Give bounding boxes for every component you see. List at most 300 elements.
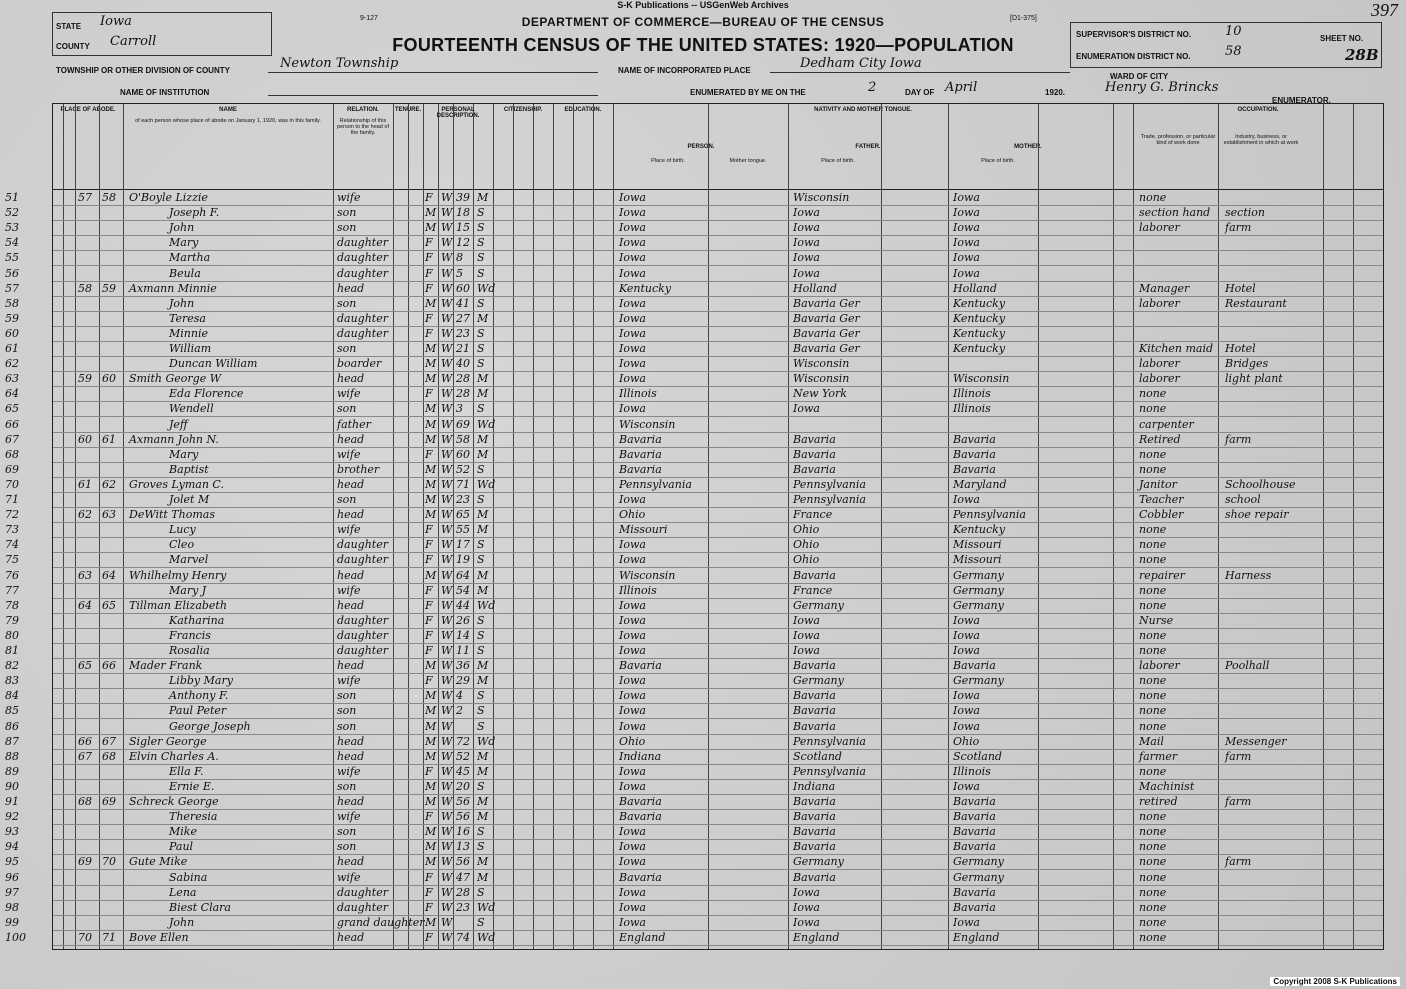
month-value: April: [945, 80, 978, 95]
person-name: Mader Frank: [129, 659, 203, 673]
relation: head: [337, 477, 365, 491]
marital-status: M: [477, 387, 489, 401]
industry: Bridges: [1225, 357, 1269, 371]
race: W: [441, 810, 453, 824]
col-person-birth: Place of birth.: [651, 158, 685, 164]
marital-status: S: [477, 553, 485, 567]
table-row: [5, 583, 1383, 599]
line-number: 62: [5, 357, 19, 371]
family-number: 64: [102, 568, 116, 582]
father-birthplace: Bavaria: [793, 447, 836, 461]
father-birthplace: Iowa: [793, 915, 820, 929]
department-heading: DEPARTMENT OF COMMERCE—BUREAU OF THE CENSUS: [521, 15, 885, 29]
birthplace: Iowa: [619, 613, 646, 627]
race: W: [441, 674, 453, 688]
father-birthplace: Indiana: [793, 779, 836, 793]
birthplace: Iowa: [619, 704, 646, 718]
age: 20: [456, 779, 470, 793]
person-name: Ernie E.: [169, 779, 215, 793]
line-number: 100: [5, 930, 26, 944]
line-number: 96: [5, 870, 19, 884]
line-number: 55: [5, 251, 19, 265]
race: W: [441, 764, 453, 778]
birthplace: Wisconsin: [619, 417, 676, 431]
race: W: [441, 372, 453, 386]
line-number: 91: [5, 795, 19, 808]
table-row: [5, 885, 1383, 901]
relation: head: [337, 659, 365, 673]
col-name-sub: of each person whose place of abode on January 1, 1920, was in this family.: [135, 118, 321, 124]
age: 28: [456, 885, 470, 899]
race: W: [441, 447, 453, 461]
mother-birthplace: Iowa: [953, 191, 980, 204]
marital-status: M: [477, 855, 489, 869]
col-mother: MOTHER.: [1014, 144, 1042, 150]
table-row: [5, 522, 1383, 538]
line-number: 95: [5, 855, 19, 869]
line-number: 59: [5, 311, 19, 325]
table-row: [5, 401, 1383, 417]
age: 56: [456, 855, 470, 869]
relation: daughter: [337, 885, 388, 899]
sex: F: [425, 538, 433, 552]
table-row: [5, 930, 1383, 946]
occupation: none: [1139, 810, 1167, 824]
race: W: [441, 704, 453, 718]
birthplace: Iowa: [619, 372, 646, 386]
race: W: [441, 719, 453, 733]
person-name: O'Boyle Lizzie: [129, 191, 208, 204]
relation: son: [337, 493, 357, 506]
township-value: Newton Township: [280, 56, 399, 71]
table-row: [5, 749, 1383, 765]
dwelling-number: 61: [78, 477, 92, 491]
mother-birthplace: Kentucky: [953, 311, 1006, 325]
sex: M: [425, 840, 437, 854]
father-birthplace: Bavaria: [793, 810, 836, 824]
father-birthplace: Ohio: [793, 553, 820, 567]
relation: daughter: [337, 613, 388, 627]
sex: M: [425, 417, 437, 431]
col-education: EDUCATION.: [564, 107, 602, 113]
father-birthplace: Iowa: [793, 221, 820, 235]
table-row: [5, 296, 1383, 312]
table-row: [5, 250, 1383, 266]
marital-status: S: [477, 236, 485, 250]
relation: head: [337, 568, 365, 582]
mother-birthplace: England: [953, 930, 1000, 944]
table-row: [5, 915, 1383, 931]
person-name: Mary J: [169, 583, 207, 597]
sex: M: [425, 704, 437, 718]
occupation: none: [1139, 719, 1167, 733]
line-number: 86: [5, 719, 19, 733]
age: 52: [456, 749, 470, 763]
col-nativity: NATIVITY AND MOTHER TONGUE.: [814, 107, 912, 113]
dwelling-number: 64: [78, 598, 92, 612]
dwelling-number: 66: [78, 734, 92, 748]
industry: school: [1225, 493, 1261, 506]
birthplace: Iowa: [619, 296, 646, 310]
line-number: 74: [5, 538, 19, 552]
occupation: laborer: [1139, 659, 1180, 673]
person-name: Duncan William: [169, 357, 258, 371]
line-number: 67: [5, 432, 19, 446]
mother-birthplace: Bavaria: [953, 900, 996, 914]
line-number: 77: [5, 583, 19, 597]
race: W: [441, 477, 453, 491]
marital-status: M: [477, 372, 489, 386]
industry: light plant: [1225, 372, 1283, 386]
col-person-tongue: Mother tongue.: [729, 158, 767, 164]
occupation: none: [1139, 644, 1167, 657]
person-name: Groves Lyman C.: [129, 477, 224, 491]
occupation: Retired: [1139, 432, 1181, 446]
mother-birthplace: Ohio: [953, 734, 980, 748]
ward-label: WARD OF CITY: [1110, 72, 1169, 81]
occupation: repairer: [1139, 568, 1185, 582]
mother-birthplace: Bavaria: [953, 432, 996, 446]
occupation: none: [1139, 930, 1167, 944]
birthplace: Iowa: [619, 825, 646, 839]
person-name: Rosalia: [169, 644, 210, 657]
line-number: 69: [5, 462, 19, 476]
birthplace: Iowa: [619, 251, 646, 265]
line-number: 64: [5, 387, 19, 401]
sex: M: [425, 734, 437, 748]
father-birthplace: Iowa: [793, 402, 820, 416]
family-number: 66: [102, 659, 116, 673]
birthplace: Iowa: [619, 553, 646, 567]
mother-birthplace: Bavaria: [953, 795, 996, 808]
father-birthplace: Iowa: [793, 613, 820, 627]
relation: head: [337, 598, 365, 612]
race: W: [441, 251, 453, 265]
occupation: none: [1139, 538, 1167, 552]
father-birthplace: Holland: [793, 281, 837, 295]
relation: daughter: [337, 326, 388, 340]
race: W: [441, 206, 453, 220]
person-name: Sigler George: [129, 734, 207, 748]
birthplace: Bavaria: [619, 447, 662, 461]
marital-status: S: [477, 266, 485, 280]
industry: Poolhall: [1225, 659, 1270, 673]
birthplace: Iowa: [619, 598, 646, 612]
occupation: none: [1139, 674, 1167, 688]
table-row: [5, 492, 1383, 508]
family-number: 62: [102, 477, 116, 491]
line-number: 53: [5, 221, 19, 235]
sheet-label: SHEET NO.: [1320, 34, 1364, 43]
birthplace: Iowa: [619, 915, 646, 929]
birthplace: Iowa: [619, 493, 646, 506]
race: W: [441, 553, 453, 567]
sex: M: [425, 462, 437, 476]
age: 26: [456, 613, 470, 627]
age: 21: [456, 342, 470, 355]
person-name: Beula: [169, 266, 201, 280]
sex: M: [425, 493, 437, 506]
table-row: [5, 371, 1383, 387]
age: 74: [456, 930, 470, 944]
mother-birthplace: Missouri: [953, 538, 1002, 552]
family-number: 60: [102, 372, 116, 386]
person-name: Cleo: [169, 538, 195, 552]
sex: M: [425, 568, 437, 582]
person-name: Axmann John N.: [129, 432, 219, 446]
person-name: Biest Clara: [169, 900, 231, 914]
father-birthplace: Bavaria: [793, 840, 836, 854]
line-number: 68: [5, 447, 19, 461]
race: W: [441, 628, 453, 642]
father-birthplace: Iowa: [793, 266, 820, 280]
person-name: Mary: [169, 447, 199, 461]
marital-status: M: [477, 191, 489, 204]
sheet-value: 28B: [1345, 46, 1379, 64]
birthplace: Iowa: [619, 674, 646, 688]
table-row: [5, 432, 1383, 448]
table-row: [5, 613, 1383, 629]
person-name: Libby Mary: [169, 674, 233, 688]
mother-birthplace: Germany: [953, 674, 1004, 688]
father-birthplace: Bavaria Ger: [793, 326, 860, 340]
age: 18: [456, 206, 470, 220]
line-number: 99: [5, 915, 19, 929]
sex: F: [425, 447, 433, 461]
father-birthplace: Iowa: [793, 885, 820, 899]
line-number: 71: [5, 493, 19, 506]
age: 41: [456, 296, 470, 310]
sex: F: [425, 810, 433, 824]
mother-birthplace: Bavaria: [953, 462, 996, 476]
sex: M: [425, 477, 437, 491]
sex: M: [425, 779, 437, 793]
mother-birthplace: Iowa: [953, 266, 980, 280]
age: 11: [456, 644, 470, 657]
race: W: [441, 885, 453, 899]
relation: wife: [337, 674, 361, 688]
relation: daughter: [337, 644, 388, 657]
person-name: Jeff: [169, 417, 188, 431]
person-name: Paul Peter: [169, 704, 227, 718]
industry: Harness: [1225, 568, 1272, 582]
line-number: 52: [5, 206, 19, 220]
age: 5: [456, 266, 463, 280]
person-name: Anthony F.: [169, 689, 229, 703]
person-name: Marvel: [169, 553, 209, 567]
relation: head: [337, 855, 365, 869]
marital-status: S: [477, 719, 485, 733]
marital-status: S: [477, 402, 485, 416]
year-label: 1920.: [1045, 88, 1066, 97]
age: 60: [456, 447, 470, 461]
father-birthplace: Bavaria: [793, 659, 836, 673]
mother-birthplace: Bavaria: [953, 825, 996, 839]
county-value: Carroll: [110, 34, 157, 49]
person-name: John: [169, 296, 195, 310]
occupation: Kitchen maid: [1139, 342, 1214, 355]
person-name: Martha: [169, 251, 211, 265]
race: W: [441, 538, 453, 552]
father-birthplace: Bavaria: [793, 432, 836, 446]
line-number: 94: [5, 840, 19, 854]
line-number: 75: [5, 553, 19, 567]
col-relation: RELATION.: [347, 107, 379, 113]
marital-status: S: [477, 885, 485, 899]
line-number: 93: [5, 825, 19, 839]
dwelling-number: 58: [78, 281, 92, 295]
race: W: [441, 462, 453, 476]
father-birthplace: Ohio: [793, 523, 820, 537]
father-birthplace: New York: [793, 387, 847, 401]
father-birthplace: Bavaria: [793, 825, 836, 839]
sex: F: [425, 251, 433, 265]
race: W: [441, 900, 453, 914]
relation: son: [337, 779, 357, 793]
relation: head: [337, 930, 365, 944]
sex: M: [425, 719, 437, 733]
family-number: 58: [102, 191, 116, 204]
census-table: [5, 103, 1384, 950]
birthplace: Iowa: [619, 900, 646, 914]
marital-status: M: [477, 870, 489, 884]
corner-page-number: 397: [1371, 0, 1398, 20]
marital-status: S: [477, 779, 485, 793]
relation: wife: [337, 870, 361, 884]
marital-status: S: [477, 689, 485, 703]
birthplace: Missouri: [619, 523, 668, 537]
sex: F: [425, 281, 433, 295]
person-name: Axmann Minnie: [129, 281, 217, 295]
occupation: none: [1139, 523, 1167, 537]
line-number: 72: [5, 508, 19, 522]
mother-birthplace: Kentucky: [953, 523, 1006, 537]
sex: F: [425, 387, 433, 401]
table-row: [5, 220, 1383, 236]
mother-birthplace: Iowa: [953, 206, 980, 220]
mother-birthplace: Kentucky: [953, 342, 1006, 355]
line-number: 80: [5, 628, 19, 642]
father-birthplace: Pennsylvania: [793, 734, 866, 748]
person-name: Schreck George: [129, 795, 219, 808]
marital-status: M: [477, 659, 489, 673]
birthplace: Iowa: [619, 326, 646, 340]
sex: M: [425, 402, 437, 416]
birthplace: Illinois: [619, 387, 657, 401]
sex: M: [425, 689, 437, 703]
dwelling-number: 67: [78, 749, 92, 763]
industry: farm: [1225, 749, 1252, 763]
father-birthplace: Bavaria: [793, 719, 836, 733]
age: 71: [456, 477, 470, 491]
mother-birthplace: Germany: [953, 568, 1004, 582]
mother-birthplace: Scotland: [953, 749, 1002, 763]
age: 52: [456, 462, 470, 476]
line-number: 98: [5, 900, 19, 914]
table-row: [5, 341, 1383, 357]
occupation: laborer: [1139, 296, 1180, 310]
industry: farm: [1225, 221, 1252, 235]
person-name: Mike: [169, 825, 197, 839]
enumerator-value: Henry G. Brincks: [1105, 80, 1219, 95]
marital-status: S: [477, 644, 485, 657]
dwelling-number: 70: [78, 930, 92, 944]
mother-birthplace: Iowa: [953, 719, 980, 733]
age: 2: [456, 704, 463, 718]
mother-birthplace: Iowa: [953, 493, 980, 506]
father-birthplace: Bavaria Ger: [793, 296, 860, 310]
sex: M: [425, 508, 437, 522]
line-number: 84: [5, 689, 19, 703]
father-birthplace: France: [793, 508, 833, 522]
relation: son: [337, 221, 357, 235]
race: W: [441, 779, 453, 793]
state-label: STATE: [56, 22, 82, 31]
race: W: [441, 296, 453, 310]
sex: M: [425, 915, 437, 929]
industry: Messenger: [1225, 734, 1287, 748]
col-place-of-abode: PLACE OF ABODE.: [60, 107, 116, 113]
race: W: [441, 508, 453, 522]
marital-status: S: [477, 915, 485, 929]
age: 15: [456, 221, 470, 235]
sex: F: [425, 764, 433, 778]
supervisor-value: 10: [1225, 24, 1242, 39]
relation: father: [337, 417, 371, 431]
line-number: 82: [5, 659, 19, 673]
marital-status: S: [477, 704, 485, 718]
dwelling-number: 69: [78, 855, 92, 869]
family-number: 69: [102, 795, 116, 808]
age: 56: [456, 810, 470, 824]
line-number: 61: [5, 342, 19, 355]
person-name: Whilhelmy Henry: [129, 568, 227, 582]
line-number: 88: [5, 749, 19, 763]
father-birthplace: England: [793, 930, 840, 944]
relation: son: [337, 402, 357, 416]
mother-birthplace: Wisconsin: [953, 372, 1010, 386]
father-birthplace: Germany: [793, 674, 844, 688]
person-name: Bove Ellen: [129, 930, 189, 944]
person-name: Tillman Elizabeth: [129, 598, 227, 612]
birthplace: Indiana: [619, 749, 662, 763]
relation: wife: [337, 387, 361, 401]
mother-birthplace: Bavaria: [953, 810, 996, 824]
sex: F: [425, 523, 433, 537]
occupation: none: [1139, 191, 1167, 204]
relation: head: [337, 508, 365, 522]
relation: daughter: [337, 251, 388, 265]
marital-status: S: [477, 342, 485, 355]
occupation: none: [1139, 689, 1167, 703]
birthplace: Iowa: [619, 719, 646, 733]
day-of-label: DAY OF: [905, 88, 935, 97]
relation: son: [337, 704, 357, 718]
occupation: none: [1139, 447, 1167, 461]
age: 23: [456, 326, 470, 340]
col-occupation: OCCUPATION.: [1237, 107, 1279, 113]
line-number: 97: [5, 885, 19, 899]
relation: daughter: [337, 628, 388, 642]
marital-status: Wd: [477, 930, 496, 944]
person-name: Sabina: [169, 870, 208, 884]
marital-status: S: [477, 221, 485, 235]
age: 36: [456, 659, 470, 673]
dwelling-number: 59: [78, 372, 92, 386]
marital-status: Wd: [477, 477, 496, 491]
birthplace: England: [619, 930, 666, 944]
table-row: [5, 190, 1383, 206]
